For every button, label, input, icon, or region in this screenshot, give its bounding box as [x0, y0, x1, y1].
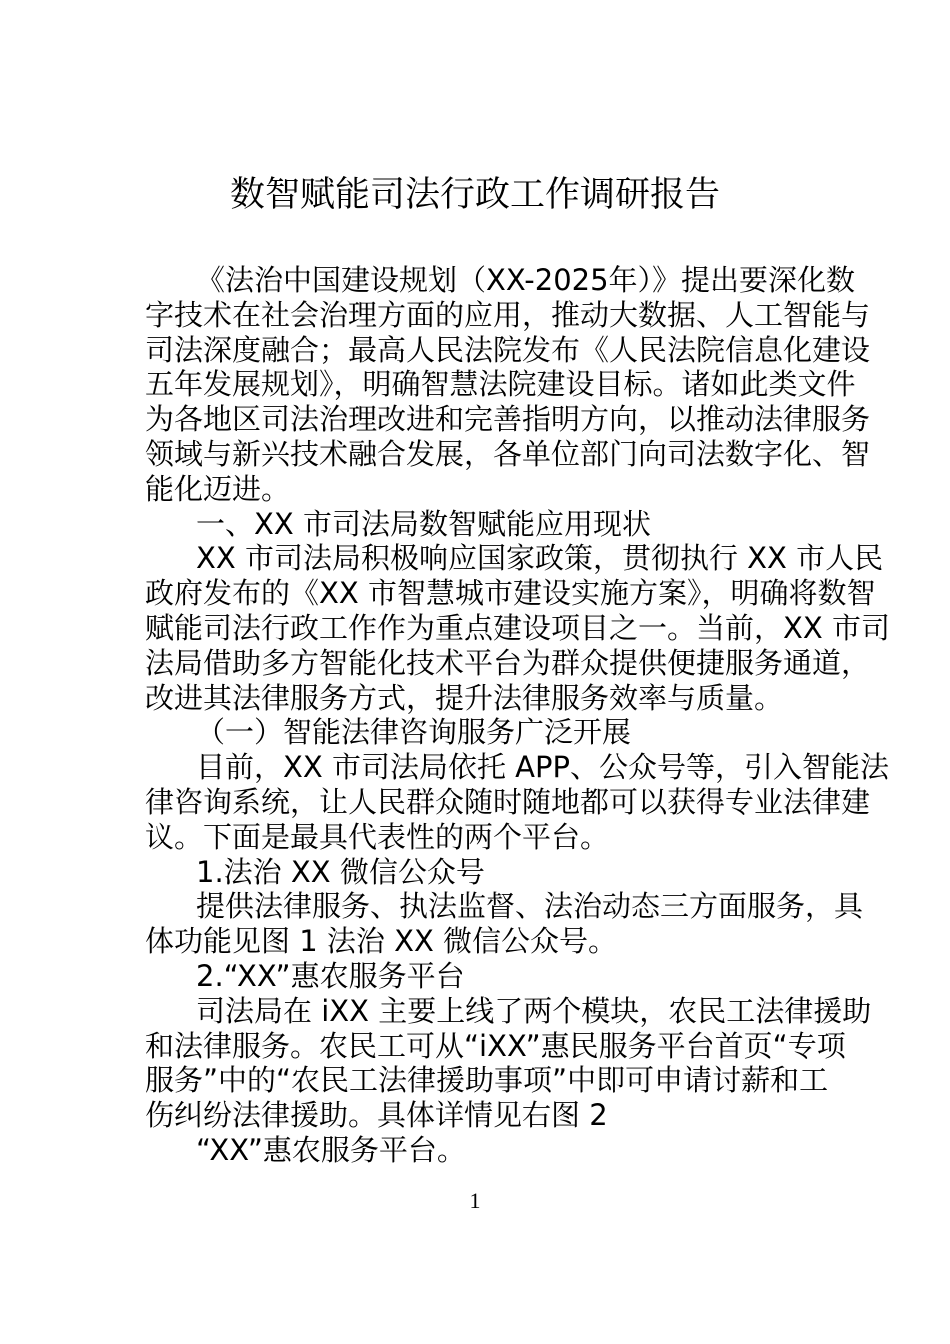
text-line: 为各地区司法治理改进和完善指明方向，以推动法律服务 [145, 402, 871, 437]
text-line: “XX”惠农服务平台。 [196, 1132, 466, 1167]
text-line: XX 市司法局积极响应国家政策，贯彻执行 XX 市人民 [196, 541, 884, 576]
paragraph [145, 263, 871, 507]
text-line: 提供法律服务、执法监督、法治动态三方面服务，具 [196, 889, 864, 924]
text-line: 司法局在 iXX 主要上线了两个模块，农民工法律援助 [196, 993, 872, 1028]
text-line: 议。下面是最具代表性的两个平台。 [145, 819, 610, 854]
page-number: 1 [469, 1188, 481, 1213]
text-line: 字技术在社会治理方面的应用，推动大数据、人工智能与 [145, 297, 871, 332]
text-line: 1.法治 XX 微信公众号 [196, 854, 485, 889]
paragraph [145, 507, 807, 542]
paragraph [145, 889, 864, 959]
text-line: 《法治中国建设规划（XX-2025年）》提出要深化数 [196, 263, 856, 297]
text-line: 赋能司法行政工作作为重点建设项目之一。当前，XX 市司 [145, 610, 890, 645]
text-line: 2.“XX”惠农服务平台 [196, 958, 465, 993]
paragraph [145, 959, 807, 994]
document-body [145, 263, 890, 1168]
text-line: 五年发展规划》，明确智慧法院建设目标。诸如此类文件 [145, 367, 856, 402]
paragraph [145, 541, 890, 715]
text-line: 一、XX 市司法局数智赋能应用现状 [196, 506, 651, 541]
paragraph [145, 1133, 807, 1168]
paragraph [145, 855, 807, 890]
document-title: 数智赋能司法行政工作调研报告 [229, 175, 720, 215]
paragraph [145, 750, 889, 854]
text-line: 和法律服务。农民工可从“iXX”惠民服务平台首页“专项 [145, 1028, 846, 1063]
paragraph [145, 715, 807, 750]
text-line: 目前，XX 市司法局依托 APP、公众号等，引入智能法 [196, 750, 889, 785]
text-line: 能化迈进。 [145, 471, 291, 506]
text-line: 司法深度融合；最高人民法院发布《人民法院信息化建设 [145, 332, 871, 367]
text-line: 法局借助多方智能化技术平台为群众提供便捷服务通道， [145, 645, 871, 680]
text-line: 政府发布的《XX 市智慧城市建设实施方案》，明确将数智 [145, 576, 876, 611]
text-line: 服务”中的“农民工法律援助事项”中即可申请讨薪和工 [145, 1063, 829, 1098]
text-line: 领域与新兴技术融合发展，各单位部门向司法数字化、智 [145, 436, 871, 471]
text-line: 律咨询系统，让人民群众随时随地都可以获得专业法律建 [145, 784, 871, 819]
text-line: 改进其法律服务方式，提升法律服务效率与质量。 [145, 680, 784, 715]
text-line: （一）智能法律咨询服务广泛开展 [196, 715, 632, 750]
paragraph [145, 993, 872, 1133]
text-line: 伤纠纷法律援助。具体详情见右图 2 [145, 1098, 608, 1133]
text-line: 体功能见图 1 法治 XX 微信公众号。 [145, 924, 618, 959]
